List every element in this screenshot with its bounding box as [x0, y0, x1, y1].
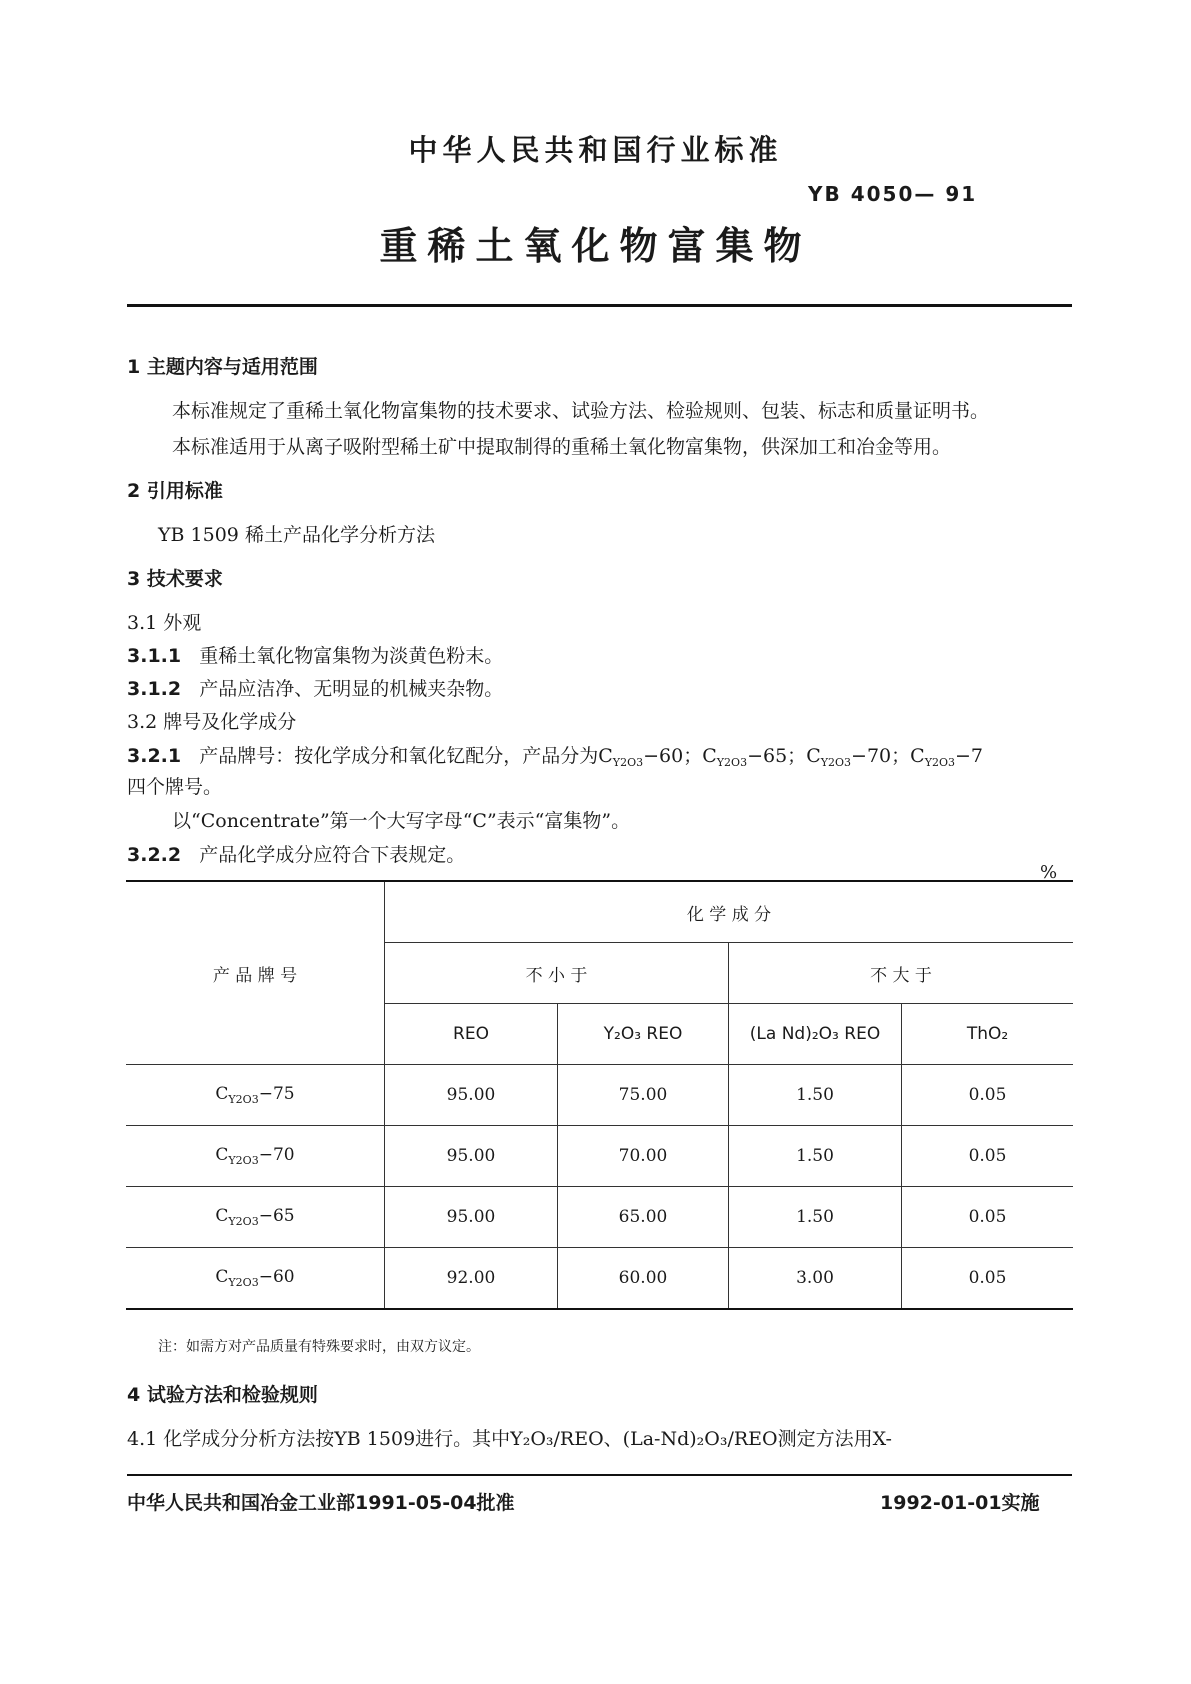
section-4-heading: 4 试验方法和检验规则	[127, 1384, 318, 1406]
cell-lands: 3.00	[729, 1248, 902, 1310]
table-row	[126, 1126, 1073, 1187]
header-not-less-than: 不 小 于	[385, 943, 729, 1004]
cell-tho2: 0.05	[902, 1065, 1074, 1126]
table-row	[126, 1187, 1073, 1248]
clause-text: 产品应洁净、无明显的机械夹杂物。	[199, 678, 504, 700]
grade-symbol: $C_{Y2O3}-70$	[215, 1145, 295, 1167]
header-not-more-than: 不 大 于	[729, 943, 1074, 1004]
approval-statement: 中华人民共和国冶金工业部1991-05-04批准	[127, 1492, 515, 1514]
header-reo: REO	[385, 1004, 558, 1065]
table-row	[126, 1065, 1073, 1126]
effective-date: 1992-01-01实施	[880, 1492, 1040, 1514]
grade-symbol: $C_{Y2O3}-60$	[215, 1267, 295, 1289]
cell-y2o3: 70.00	[558, 1126, 729, 1187]
grade-symbol: $C_{Y2O3}-7$	[910, 745, 984, 769]
cell-grade	[126, 1126, 385, 1187]
cell-lands: 1.50	[729, 1065, 902, 1126]
header-chemical-composition: 化 学 成 分	[385, 881, 1074, 943]
table-row	[126, 1248, 1073, 1310]
section-3-1-1	[127, 641, 503, 668]
cell-grade	[126, 1065, 385, 1126]
grade-symbol: $C_{Y2O3}-70$	[806, 745, 892, 769]
section-3-2-1-paragraph-2: 以“Concentrate”第一个大写字母“C”表示“富集物”。	[172, 810, 631, 832]
section-4-1: 4.1 化学成分分析方法按YB 1509进行。其中Y₂O₃/REO、(La-Nd)₂O₃/REO测定方法用X-	[127, 1428, 892, 1450]
grade-separator: ；	[891, 745, 911, 767]
grade-list	[598, 745, 983, 767]
section-3-heading: 3 技术要求	[127, 568, 223, 590]
cell-reo: 95.00	[385, 1126, 558, 1187]
section-1-paragraph-2: 本标准适用于从离子吸附型稀土矿中提取制得的重稀土氧化物富集物，供深加工和冶金等用。	[172, 436, 952, 458]
standard-number: YB 4050— 91	[808, 182, 978, 206]
cell-reo: 92.00	[385, 1248, 558, 1310]
section-1-paragraph-1: 本标准规定了重稀土氧化物富集物的技术要求、试验方法、检验规则、包装、标志和质量证明书。	[172, 400, 990, 422]
grade-symbol: $C_{Y2O3}-60$	[598, 745, 684, 769]
section-3-2-1	[127, 741, 1071, 769]
section-3-2-1-continuation: 四个牌号。	[127, 776, 223, 798]
grade-symbol: $C_{Y2O3}-65$	[702, 745, 788, 769]
clause-number: 3.1.2	[127, 678, 182, 700]
grade-symbol: $C_{Y2O3}-65$	[215, 1206, 295, 1228]
section-1-heading: 1 主题内容与适用范围	[127, 356, 318, 378]
title-divider	[127, 304, 1072, 307]
unit-percent: %	[1040, 862, 1058, 883]
section-3-1-2	[127, 674, 503, 701]
cell-grade	[126, 1248, 385, 1310]
table-note: 注：如需方对产品质量有特殊要求时，由双方议定。	[158, 1339, 480, 1355]
clause-text: 重稀土氧化物富集物为淡黄色粉末。	[199, 645, 504, 667]
footer-divider	[127, 1474, 1072, 1476]
document-title: 重稀土氧化物富集物	[379, 224, 812, 268]
cell-tho2: 0.05	[902, 1126, 1074, 1187]
cell-grade	[126, 1187, 385, 1248]
cell-reo: 95.00	[385, 1065, 558, 1126]
header-product-grade: 产 品 牌 号	[126, 881, 385, 1065]
section-3-2: 3.2 牌号及化学成分	[127, 711, 297, 733]
cell-tho2: 0.05	[902, 1248, 1074, 1310]
table-body	[126, 1065, 1073, 1310]
clause-text: 产品牌号：按化学成分和氧化钇配分，产品分为	[199, 745, 599, 767]
clause-number: 3.1.1	[127, 645, 182, 667]
cell-y2o3: 75.00	[558, 1065, 729, 1126]
header-la-nd-reo: (La Nd)₂O₃ REO	[729, 1004, 902, 1065]
grade-separator: ；	[787, 745, 807, 767]
cell-y2o3: 60.00	[558, 1248, 729, 1310]
clause-number: 3.2.1	[127, 745, 182, 767]
cell-reo: 95.00	[385, 1187, 558, 1248]
header-y2o3-reo: Y₂O₃ REO	[558, 1004, 729, 1065]
referenced-standard: YB 1509 稀土产品化学分析方法	[158, 524, 435, 546]
chemical-composition-table	[126, 880, 1073, 1310]
section-3-1: 3.1 外观	[127, 612, 202, 634]
grade-symbol: $C_{Y2O3}-75$	[215, 1084, 295, 1106]
section-3-2-2	[127, 840, 465, 867]
section-2-heading: 2 引用标准	[127, 480, 223, 502]
cell-lands: 1.50	[729, 1126, 902, 1187]
clause-text: 产品化学成分应符合下表规定。	[199, 844, 466, 866]
clause-number: 3.2.2	[127, 844, 182, 866]
grade-separator: ；	[683, 745, 703, 767]
issuing-organization: 中华人民共和国行业标准	[408, 133, 783, 167]
header-tho2: ThO₂	[902, 1004, 1074, 1065]
cell-tho2: 0.05	[902, 1187, 1074, 1248]
cell-y2o3: 65.00	[558, 1187, 729, 1248]
cell-lands: 1.50	[729, 1187, 902, 1248]
